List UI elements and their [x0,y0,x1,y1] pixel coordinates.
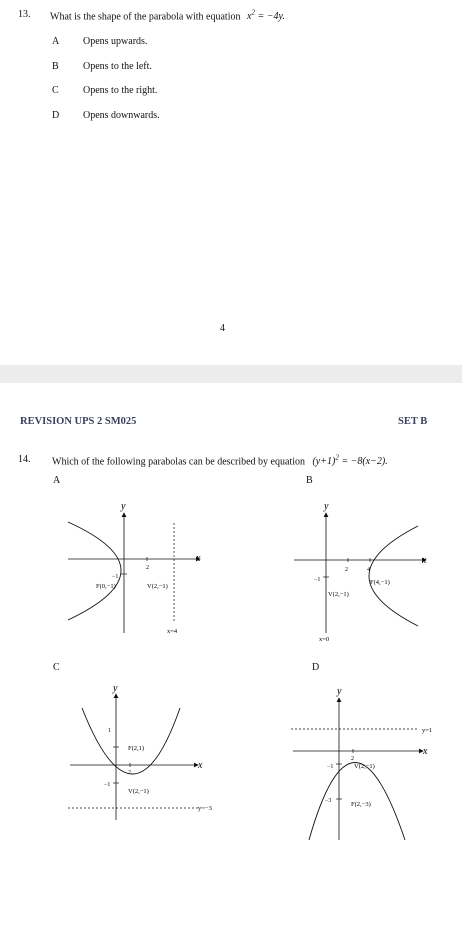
graph-c-tick-2-label: 2 [128,770,131,776]
graph-c-focus-label: F(2,1) [128,745,145,752]
graph-b-focus-label: F(4,−1) [370,579,390,586]
q13-option-d-letter: D [52,110,60,121]
graph-c-directrix-label: y=−3 [198,805,212,812]
graph-a-focus-label: F(0,−1) [96,583,116,590]
header-title: REVISION UPS 2 SM025 [20,416,137,427]
graph-b [288,495,448,645]
graph-b-x-label: x [422,555,427,566]
graph-a-vertex-label: V(2,−1) [147,583,168,590]
q13-option-c-text: Opens to the right. [83,85,158,96]
q14-eq-b: = −8(x−2). [338,456,388,468]
graph-a-parabola [68,522,121,620]
graph-a-directrix-label: x=4 [167,628,178,635]
graph-d [285,680,450,845]
graph-b-tick-2-label: 2 [345,567,348,573]
graph-a [60,495,220,645]
graph-c-letter: C [53,662,60,673]
graph-c-x-label: x [198,760,203,771]
graph-c-parabola [82,708,180,774]
q14-number: 14. [18,454,31,465]
q13-option-c-letter: C [52,85,59,96]
graph-d-y-label: y [337,686,342,697]
q13-option-d-text: Opens downwards. [83,110,160,121]
q13-option-a-text: Opens upwards. [83,36,148,47]
q14-text [52,454,388,467]
page-number: 4 [220,323,225,334]
graph-d-tick-neg1-label: −1 [327,764,334,770]
graph-a-letter: A [53,475,61,486]
q14-eq-a: (y+1) [312,456,336,468]
graph-c-vertex-label: V(2,−1) [128,788,149,795]
graph-a-x-label: x [196,553,201,564]
graph-a-y-label: y [121,501,126,512]
graph-a-tick-2-label: 2 [146,565,149,571]
q13-option-b-text: Opens to the left. [83,61,152,72]
graph-d-tick-neg3-label: −3 [325,798,332,804]
graph-b-tick-4-label: 4 [367,567,370,573]
graph-d-directrix-label: y=1 [422,727,433,734]
q13-question: What is the shape of the parabola with equation [50,11,241,23]
q13-eq-lhs: x [247,11,252,23]
graph-d-vertex-label: V(2,−1) [354,763,375,770]
graph-a-tick-neg1-label: −1 [112,574,119,580]
header-set: SET B [398,416,428,427]
q13-number: 13. [18,9,31,20]
q13-equation [247,11,285,22]
q13-option-a-letter: A [52,36,60,47]
graph-d-letter: D [312,662,320,673]
q13-text [50,9,285,22]
graph-d-x-label: x [423,746,428,757]
graph-c-tick-1-label: 1 [108,728,111,734]
graph-b-y-label: y [324,501,329,512]
q14-question: Which of the following parabolas can be described by equation [52,456,305,468]
graph-b-vertex-label: V(2,−1) [328,591,349,598]
graph-b-directrix-label: x=0 [319,636,330,643]
graph-c [60,680,240,820]
q14-eq-exp: 2 [335,454,339,462]
page-break-band [0,365,462,383]
q13-option-b-letter: B [52,61,59,72]
graph-b-tick-neg1-label: −1 [314,577,321,583]
graph-c-y-label: y [113,683,118,694]
graph-d-focus-label: F(2,−3) [351,801,371,808]
graph-b-letter: B [306,475,313,486]
graph-d-tick-2-label: 2 [351,756,354,762]
q14-equation [312,456,387,467]
graph-b-parabola [369,526,418,626]
q13-eq-exp: 2 [251,9,255,17]
q13-eq-rhs: = −4y. [254,11,285,23]
graph-c-tick-neg1-label: −1 [104,782,111,788]
